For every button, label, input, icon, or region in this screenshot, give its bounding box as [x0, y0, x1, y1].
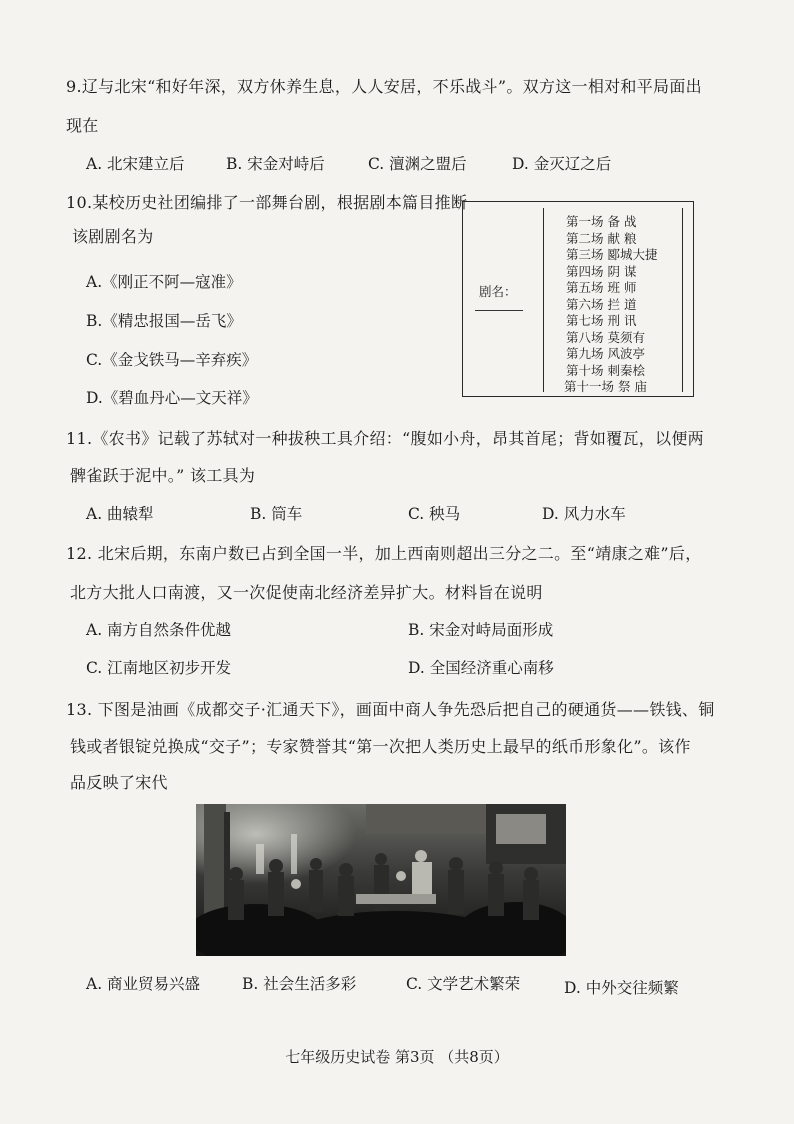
- q10-option-a: A.《刚正不阿—寇准》: [86, 273, 242, 291]
- q12-option-d: D. 全国经济重心南移: [408, 659, 554, 677]
- scene-item: 第二场 献 粮: [566, 230, 637, 246]
- drama-name-blank: [475, 310, 523, 311]
- q12-option-c: C. 江南地区初步开发: [86, 659, 232, 677]
- jiaozi-oil-painting: [196, 804, 566, 956]
- q11-option-d: D. 风力水车: [542, 505, 626, 523]
- q11-option-b: B. 筒车: [250, 505, 303, 523]
- q9-stem-line1: 9.辽与北宋“和好年深，双方休养生息，人人安居，不乐战斗”。双方这一相对和平局面出: [66, 77, 702, 96]
- page-footer: 七年级历史试卷 第3页 （共8页）: [285, 1048, 509, 1066]
- q11-option-a: A. 曲辕犁: [86, 505, 154, 523]
- q10-option-c: C.《金戈铁马—辛弃疾》: [86, 351, 258, 369]
- scene-item: 第五场 班 师: [566, 280, 637, 295]
- q10-option-b: B.《精忠报国—岳飞》: [86, 312, 242, 330]
- q13-option-b: B. 社会生活多彩: [242, 975, 357, 993]
- scene-list: [543, 208, 683, 392]
- q13-option-a: A. 商业贸易兴盛: [86, 975, 201, 993]
- q9-option-b: B. 宋金对峙后: [226, 155, 325, 173]
- scene-item: 第九场 风波亭: [566, 346, 645, 361]
- q10-stem-line1: 10.某校历史社团编排了一部舞台剧，根据剧本篇目推断: [66, 193, 468, 212]
- q9-stem-line2: 现在: [66, 116, 99, 135]
- q9-option-a: A. 北宋建立后: [86, 155, 185, 173]
- q12-stem-line1: 12. 北宋后期，东南户数已占到全国一半，加上西南则超出三分之二。至“靖康之难”后，: [66, 544, 702, 563]
- q11-option-c: C. 秧马: [408, 505, 461, 523]
- scene-item: 第一场 备 战: [566, 214, 637, 229]
- q12-stem-line2: 北方大批人口南渡，又一次促使南北经济差异扩大。材料旨在说明: [70, 583, 543, 602]
- scene-item: 第六场 拦 道: [566, 296, 637, 312]
- q13-stem-line1: 13. 下图是油画《成都交子·汇通天下》，画面中商人争先恐后把自己的硬通货——铁钱、铜: [66, 700, 715, 719]
- q13-option-d: D. 中外交往频繁: [564, 979, 679, 997]
- q12-option-b: B. 宋金对峙局面形成: [408, 621, 554, 639]
- scene-item: 第三场 郾城大捷: [566, 247, 658, 262]
- q11-stem-line2: 髀雀跃于泥中。” 该工具为: [70, 466, 256, 485]
- script-table-box: [462, 201, 694, 397]
- q13-stem-line2: 钱或者银锭兑换成“交子”；专家赞誉其“第一次把人类历史上最早的纸币形象化”。该作: [70, 737, 691, 756]
- scene-item: 第七场 刑 讯: [566, 313, 637, 328]
- scene-item: 第十一场 祭 庙: [564, 379, 647, 394]
- drama-name-label: 剧名：: [479, 284, 517, 299]
- painting-illustration: [196, 804, 566, 956]
- q13-option-c: C. 文学艺术繁荣: [406, 975, 521, 993]
- q10-stem-line2: 该剧剧名为: [72, 227, 154, 246]
- q9-option-d: D. 金灭辽之后: [512, 155, 612, 173]
- scene-item: 第四场 阴 谋: [566, 263, 637, 279]
- q13-stem-line3: 品反映了宋代: [70, 773, 168, 792]
- scene-item: 第八场 莫须有: [566, 329, 645, 345]
- q12-option-a: A. 南方自然条件优越: [86, 621, 232, 639]
- q9-option-c: C. 澶渊之盟后: [368, 155, 467, 173]
- q10-option-d: D.《碧血丹心—文天祥》: [86, 389, 258, 407]
- q11-stem-line1: 11.《农书》记载了苏轼对一种拔秧工具介绍：“腹如小舟，昂其首尾；背如覆瓦，以便两: [66, 429, 704, 448]
- scene-item: 第十场 刺秦桧: [566, 362, 645, 378]
